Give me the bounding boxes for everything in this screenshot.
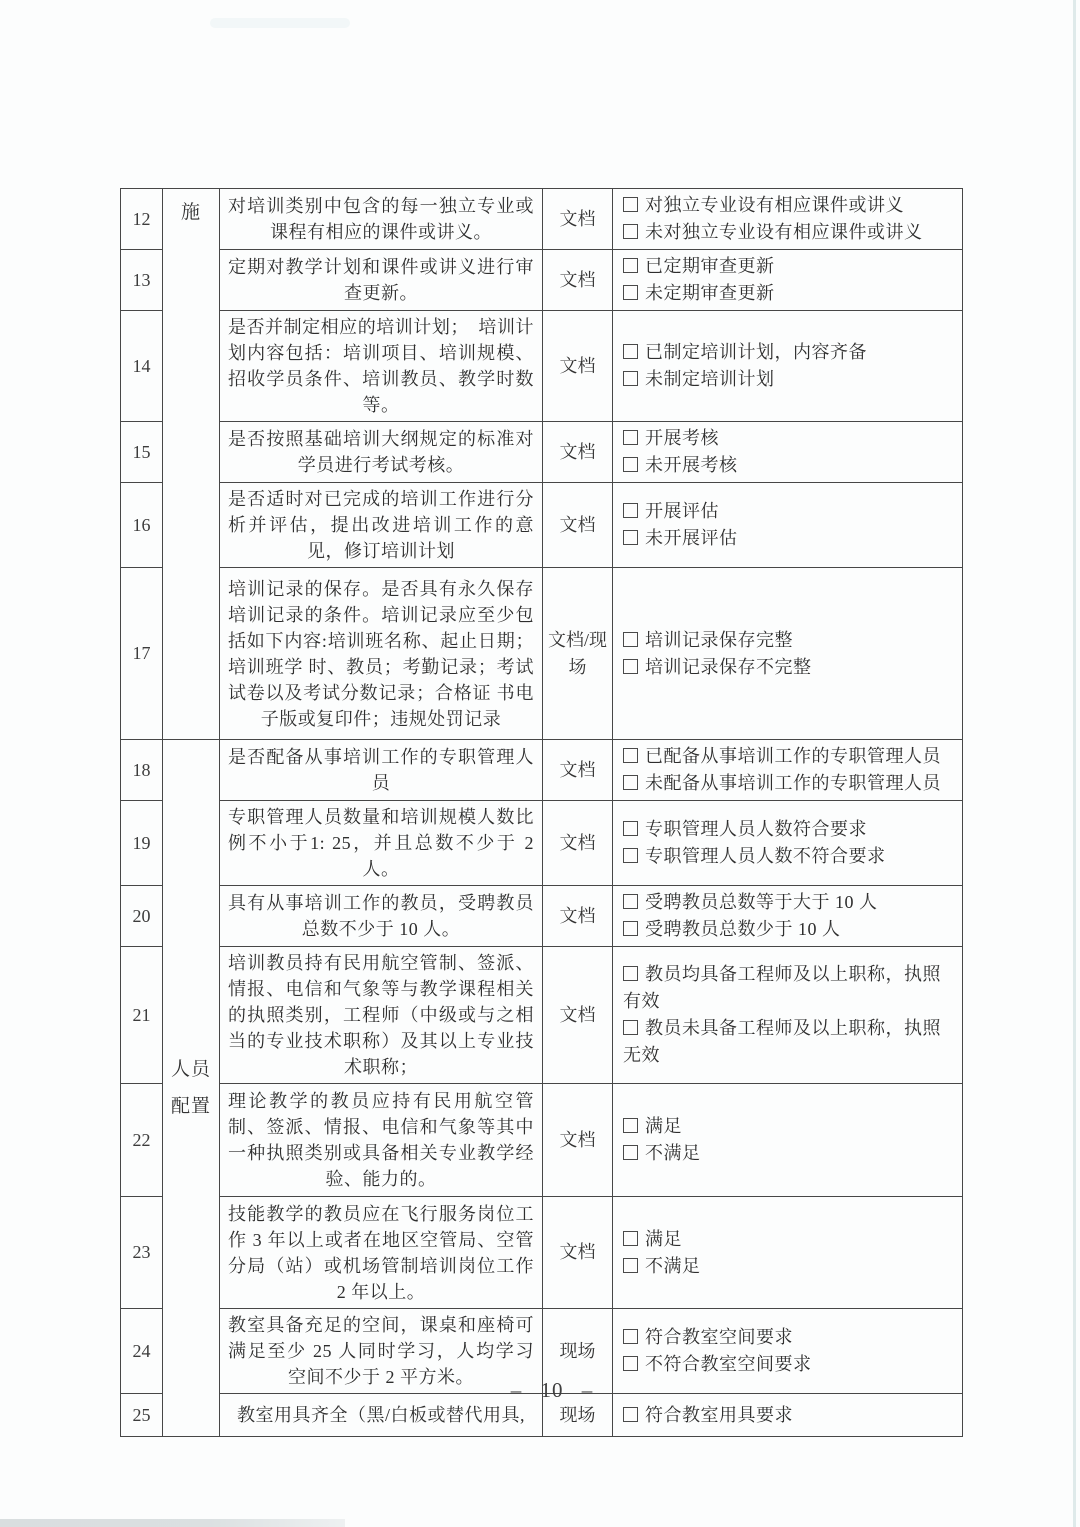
checkbox-icon bbox=[623, 1145, 638, 1160]
checkbox-icon bbox=[623, 821, 638, 836]
checkbox-icon bbox=[623, 224, 638, 239]
checklist-option-label: 培训记录保存完整 bbox=[645, 629, 793, 650]
checklist-option bbox=[623, 916, 956, 943]
description-cell: 技能教学的教员应在飞行服务岗位工作 3 年以上或者在地区空管局、空管分局（站）或机场管制培训岗位工作 2 年以上。 bbox=[220, 1197, 543, 1309]
checklist-option-label: 不满足 bbox=[645, 1143, 701, 1163]
checkbox-icon bbox=[623, 285, 638, 300]
checklist-option-label: 开展考核 bbox=[645, 428, 719, 448]
evidence-type-cell: 文档 bbox=[543, 483, 613, 568]
checklist-option bbox=[623, 1140, 956, 1167]
checklist-option-label: 未开展考核 bbox=[645, 455, 738, 475]
checklist-option-label: 未开展评估 bbox=[645, 528, 738, 548]
table-row bbox=[121, 422, 963, 483]
checklist-option-label: 教员未具备工程师及以上职称，执照无效 bbox=[623, 1018, 941, 1065]
row-number-cell: 12 bbox=[121, 189, 163, 250]
description-cell: 是否并制定相应的培训计划； 培训计划内容包括：培训项目、培训规模、招收学员条件、培训教员、教学时数等。 bbox=[220, 311, 543, 422]
checklist-option-label: 开展评估 bbox=[645, 501, 719, 521]
table-row bbox=[121, 483, 963, 568]
table-row bbox=[121, 250, 963, 311]
row-number-cell: 16 bbox=[121, 483, 163, 568]
options-cell bbox=[613, 947, 963, 1084]
checkbox-icon bbox=[623, 894, 638, 909]
evidence-type-cell: 现场 bbox=[543, 1394, 613, 1437]
description-cell: 具有从事培训工作的教员，受聘教员总数不少于 10 人。 bbox=[220, 886, 543, 947]
checklist-option bbox=[623, 816, 956, 843]
description-cell: 理论教学的教员应持有民用航空管制、签派、情报、电信和气象等其中一种执照类别或具备相关专业教学经验、能力的。 bbox=[220, 1084, 543, 1197]
checklist-option-label: 受聘教员总数等于大于 10 人 bbox=[645, 892, 878, 912]
checkbox-icon bbox=[623, 748, 638, 763]
checklist-option bbox=[623, 219, 956, 246]
description-cell: 专职管理人员数量和培训规模人数比例不小于1: 25，并且总数不少于 2 人。 bbox=[220, 801, 543, 886]
description-cell: 是否按照基础培训大纲规定的标准对学员进行考试考核。 bbox=[220, 422, 543, 483]
evidence-type-cell: 文档 bbox=[543, 250, 613, 311]
checkbox-icon bbox=[623, 258, 638, 273]
checklist-option bbox=[623, 654, 956, 681]
checklist-option-label: 专职管理人员人数不符合要求 bbox=[645, 846, 886, 866]
options-cell bbox=[613, 250, 963, 311]
checklist-option-label: 不满足 bbox=[645, 1255, 701, 1276]
description-cell: 培训教员持有民用航空管制、签派、情报、电信和气象等与教学课程相关的执照类别，工程师（中级或与之相当的专业技术职称）及其以上专业技术职称； bbox=[220, 947, 543, 1084]
table-row bbox=[121, 189, 963, 250]
checklist-option bbox=[623, 770, 956, 797]
evidence-type-cell: 文档 bbox=[543, 740, 613, 801]
checklist-option-label: 已配备从事培训工作的专职管理人员 bbox=[645, 746, 941, 766]
checkbox-icon bbox=[623, 371, 638, 386]
checklist-option bbox=[623, 452, 956, 479]
table-row bbox=[121, 568, 963, 740]
evidence-type-cell: 文档/现场 bbox=[543, 568, 613, 740]
checkbox-icon bbox=[623, 530, 638, 545]
checklist-option-label: 满足 bbox=[645, 1116, 682, 1136]
checklist-option-label: 未配备从事培训工作的专职管理人员 bbox=[645, 773, 941, 793]
table-row bbox=[121, 1084, 963, 1197]
scan-artifact-right-edge bbox=[1073, 0, 1076, 1527]
scan-artifact-top-smudge bbox=[210, 18, 350, 28]
checkbox-icon bbox=[623, 1118, 638, 1133]
checklist-option bbox=[623, 961, 956, 1015]
row-number-cell: 21 bbox=[121, 947, 163, 1084]
description-cell: 对培训类别中包含的每一独立专业或课程有相应的课件或讲义。 bbox=[220, 189, 543, 250]
options-cell bbox=[613, 483, 963, 568]
description-cell: 定期对教学计划和课件或讲义进行审查更新。 bbox=[220, 250, 543, 311]
checklist-option bbox=[623, 366, 956, 393]
table-row bbox=[121, 740, 963, 801]
options-cell bbox=[613, 801, 963, 886]
checkbox-icon bbox=[623, 1329, 638, 1344]
options-cell bbox=[613, 740, 963, 801]
checkbox-icon bbox=[623, 197, 638, 212]
checklist-option-label: 培训记录保存不完整 bbox=[645, 656, 812, 677]
evidence-type-cell: 文档 bbox=[543, 422, 613, 483]
description-cell: 是否配备从事培训工作的专职管理人员 bbox=[220, 740, 543, 801]
description-cell: 培训记录的保存。是否具有永久保存培训记录的条件。培训记录应至少包括如下内容:培训班名称、起止日期；培训班学 时、教员；考勤记录；考试试卷以及考试分数记录；合格证 书电子版或复印件；违规处罚记录 bbox=[220, 568, 543, 740]
checkbox-icon bbox=[623, 1407, 638, 1422]
checklist-option-label: 专职管理人员人数符合要求 bbox=[645, 819, 867, 839]
table-row bbox=[121, 947, 963, 1084]
checklist-option bbox=[623, 1351, 956, 1378]
checklist-option bbox=[623, 192, 956, 219]
table-row bbox=[121, 311, 963, 422]
evidence-type-cell: 文档 bbox=[543, 886, 613, 947]
checkbox-icon bbox=[623, 775, 638, 790]
options-cell bbox=[613, 1197, 963, 1309]
evidence-type-cell: 文档 bbox=[543, 1197, 613, 1309]
category-cell: 施 bbox=[163, 189, 220, 740]
checklist-option bbox=[623, 889, 956, 916]
checkbox-icon bbox=[623, 966, 638, 981]
checklist-option-label: 已定期审查更新 bbox=[645, 256, 775, 276]
checklist-option bbox=[623, 1113, 956, 1140]
checklist-option bbox=[623, 498, 956, 525]
checklist-option bbox=[623, 627, 956, 654]
evidence-type-cell: 文档 bbox=[543, 1084, 613, 1197]
options-cell bbox=[613, 1084, 963, 1197]
checkbox-icon bbox=[623, 344, 638, 359]
evidence-type-cell: 文档 bbox=[543, 801, 613, 886]
row-number-cell: 14 bbox=[121, 311, 163, 422]
row-number-cell: 22 bbox=[121, 1084, 163, 1197]
row-number-cell: 13 bbox=[121, 250, 163, 311]
checkbox-icon bbox=[623, 503, 638, 518]
checkbox-icon bbox=[623, 457, 638, 472]
checklist-option bbox=[623, 339, 956, 366]
options-cell bbox=[613, 422, 963, 483]
row-number-cell: 15 bbox=[121, 422, 163, 483]
checkbox-icon bbox=[623, 1231, 638, 1246]
evidence-type-cell: 现场 bbox=[543, 1309, 613, 1394]
checkbox-icon bbox=[623, 430, 638, 445]
checkbox-icon bbox=[623, 632, 638, 647]
table-row bbox=[121, 801, 963, 886]
options-cell bbox=[613, 886, 963, 947]
options-cell bbox=[613, 568, 963, 740]
checklist-option bbox=[623, 525, 956, 552]
checkbox-icon bbox=[623, 921, 638, 936]
evidence-type-cell: 文档 bbox=[543, 311, 613, 422]
checklist-option-label: 教员均具备工程师及以上职称，执照有效 bbox=[623, 964, 941, 1011]
checklist-table-body bbox=[121, 189, 963, 1437]
table-row bbox=[121, 1197, 963, 1309]
description-cell: 是否适时对已完成的培训工作进行分析并评估，提出改进培训工作的意见，修订培训计划 bbox=[220, 483, 543, 568]
checklist-option-label: 满足 bbox=[645, 1228, 682, 1249]
row-number-cell: 20 bbox=[121, 886, 163, 947]
checklist-option-label: 已制定培训计划，内容齐备 bbox=[645, 342, 867, 362]
checklist-option-label: 未制定培训计划 bbox=[645, 369, 775, 389]
category-cell: 人员配置 bbox=[163, 740, 220, 1437]
row-number-cell: 17 bbox=[121, 568, 163, 740]
checklist-option bbox=[623, 425, 956, 452]
checklist-option-label: 受聘教员总数少于 10 人 bbox=[645, 919, 841, 939]
checklist-option-label: 对独立专业设有相应课件或讲义 bbox=[645, 195, 904, 215]
description-cell: 教室用具齐全（黑/白板或替代用具, bbox=[220, 1394, 543, 1437]
checklist-option bbox=[623, 1324, 956, 1351]
checkbox-icon bbox=[623, 848, 638, 863]
table-row bbox=[121, 886, 963, 947]
checklist-table bbox=[120, 188, 963, 1437]
description-cell: 教室具备充足的空间，课桌和座椅可满足至少 25 人同时学习，人均学习空间不少于 2 平方米。 bbox=[220, 1309, 543, 1394]
options-cell bbox=[613, 189, 963, 250]
checkbox-icon bbox=[623, 1356, 638, 1371]
evidence-type-cell: 文档 bbox=[543, 189, 613, 250]
checkbox-icon bbox=[623, 1258, 638, 1273]
checklist-option-label: 未定期审查更新 bbox=[645, 283, 775, 303]
options-cell bbox=[613, 311, 963, 422]
checklist-option-label: 符合教室用具要求 bbox=[645, 1404, 793, 1425]
checklist-option bbox=[623, 1253, 956, 1280]
checklist-option bbox=[623, 253, 956, 280]
page-number: – 10 – bbox=[510, 1378, 594, 1402]
checklist-option bbox=[623, 843, 956, 870]
checklist-option bbox=[623, 280, 956, 307]
row-number-cell: 19 bbox=[121, 801, 163, 886]
checklist-option-label: 未对独立专业设有相应课件或讲义 bbox=[645, 222, 923, 242]
row-number-cell: 25 bbox=[121, 1394, 163, 1437]
checklist-option-label: 不符合教室空间要求 bbox=[645, 1354, 812, 1374]
checkbox-icon bbox=[623, 1020, 638, 1035]
checklist-option bbox=[623, 1015, 956, 1069]
row-number-cell: 23 bbox=[121, 1197, 163, 1309]
checklist-option bbox=[623, 1402, 956, 1429]
row-number-cell: 18 bbox=[121, 740, 163, 801]
row-number-cell: 24 bbox=[121, 1309, 163, 1394]
scan-artifact-bottom-band bbox=[0, 1519, 345, 1527]
checklist-option bbox=[623, 1226, 956, 1253]
checklist-option bbox=[623, 743, 956, 770]
evidence-type-cell: 文档 bbox=[543, 947, 613, 1084]
checklist-option-label: 符合教室空间要求 bbox=[645, 1327, 793, 1347]
checkbox-icon bbox=[623, 659, 638, 674]
